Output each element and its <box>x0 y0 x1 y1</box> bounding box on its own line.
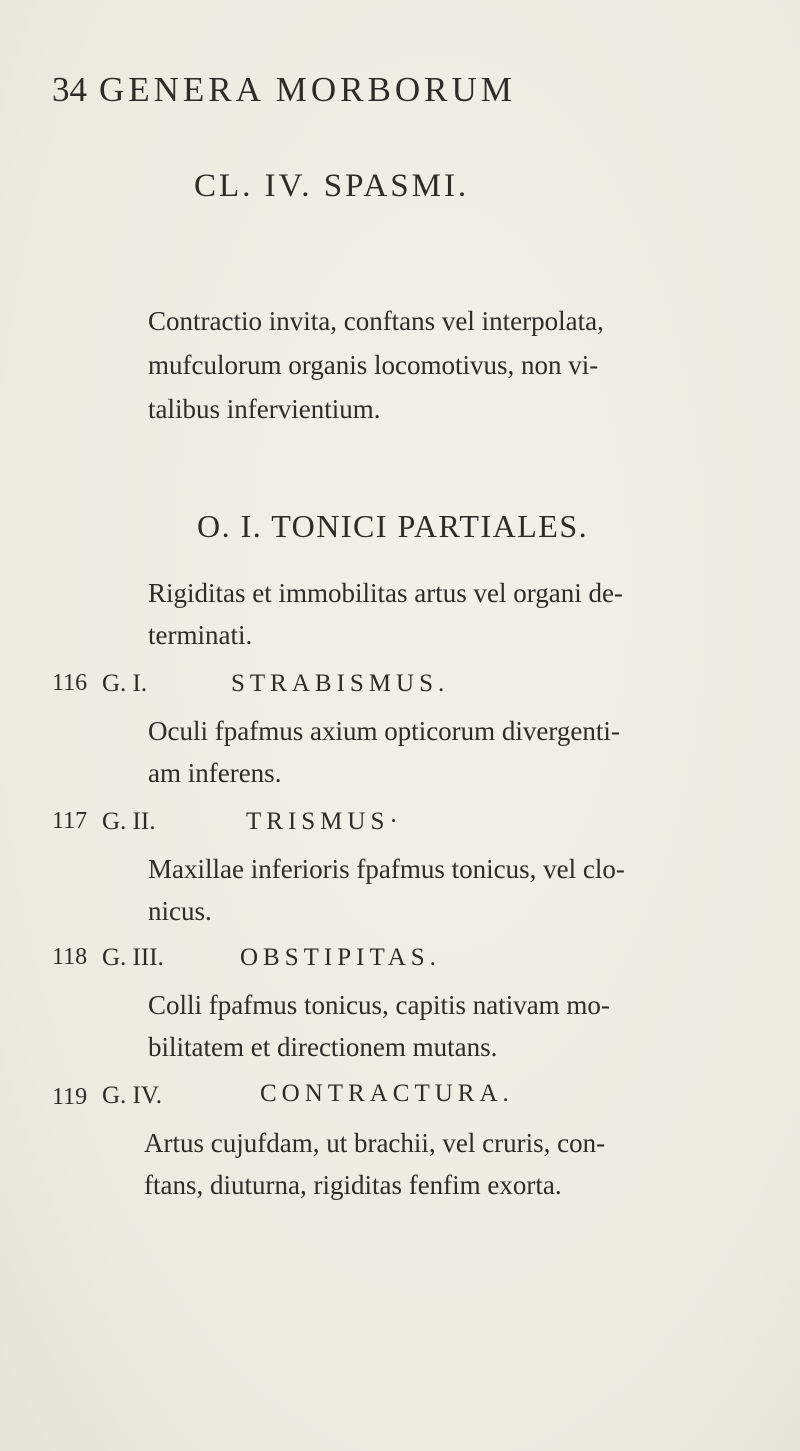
genus-description-line: bilitatem et directionem mutans. <box>148 1032 498 1062</box>
order-heading: O. I. TONICI PARTIALES. <box>197 508 589 544</box>
genus-label: G. I. <box>102 670 148 697</box>
genus-description-line: Oculi fpafmus axium opticorum divergenti- <box>148 716 620 746</box>
genus-number: 116 <box>52 670 88 696</box>
genus-label: G. II. <box>102 808 156 835</box>
genus-name: TRISMUS· <box>246 808 403 835</box>
running-header <box>52 70 516 110</box>
genus-number: 118 <box>52 944 88 970</box>
genus-label: G. III. <box>102 944 164 971</box>
class-heading: CL. IV. SPASMI. <box>194 168 470 204</box>
genus-label: G. IV. <box>102 1082 162 1109</box>
genus-description-line: Artus cujufdam, ut brachii, vel cruris, con- <box>144 1128 606 1158</box>
genus-description-line: Maxillae inferioris fpafmus tonicus, vel clo- <box>148 854 625 884</box>
genus-description-line: Colli fpafmus tonicus, capitis nativam mo- <box>148 990 610 1020</box>
page-number: 34 <box>52 70 87 109</box>
order-description-line: terminati. <box>148 620 253 650</box>
class-description-line: Contractio invita, conftans vel interpolata, <box>148 306 604 336</box>
class-description-line: talibus infervientium. <box>148 394 381 424</box>
genus-name: OBSTIPITAS. <box>240 944 441 971</box>
class-description-line: mufculorum organis locomotivus, non vi- <box>148 350 599 380</box>
header-title: GENERA MORBORUM <box>99 70 516 109</box>
order-description-line: Rigiditas et immobilitas artus vel organi de- <box>148 578 623 608</box>
genus-number: 117 <box>52 808 88 834</box>
genus-description-line: nicus. <box>148 896 212 926</box>
genus-number: 119 <box>52 1084 88 1110</box>
genus-description-line: am inferens. <box>148 758 282 788</box>
genus-description-line: ftans, diuturna, rigiditas fenfim exorta. <box>144 1170 562 1200</box>
genus-name: CONTRACTURA. <box>260 1080 514 1107</box>
genus-name: STRABISMUS. <box>231 670 450 697</box>
